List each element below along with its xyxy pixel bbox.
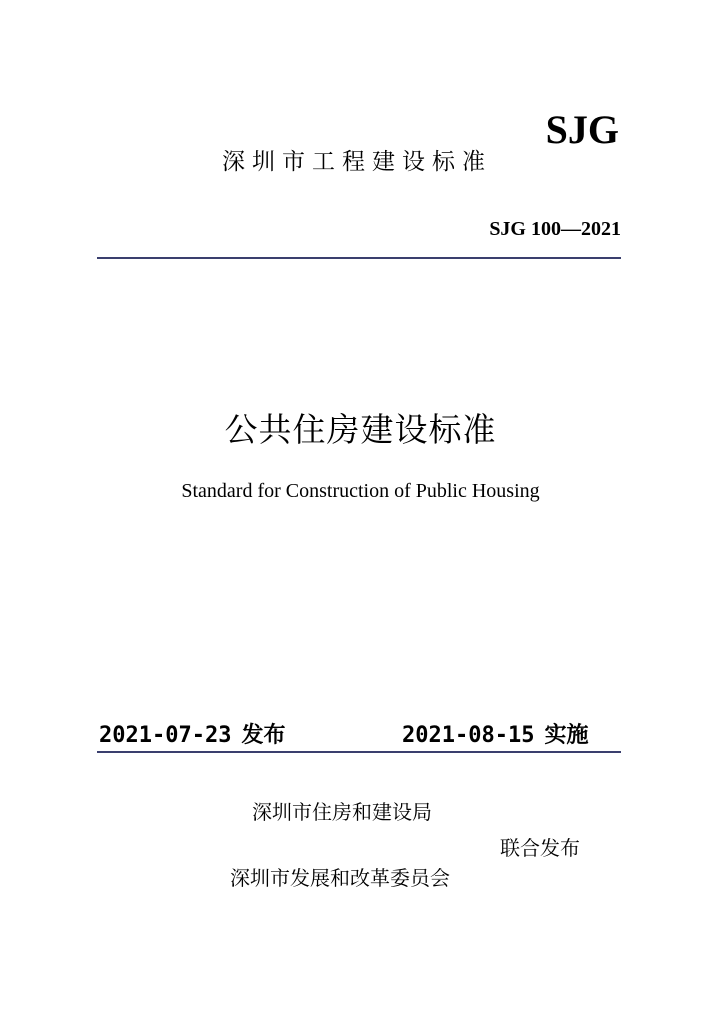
effective-label: 实施 <box>544 723 589 748</box>
english-title: Standard for Construction of Public Housing <box>181 480 540 502</box>
effective-date-block <box>402 718 588 749</box>
top-divider <box>97 257 621 259</box>
issue-date: 2021-07-23 <box>99 723 232 748</box>
publisher-housing-bureau: 深圳市住房和建设局 <box>252 800 432 824</box>
standard-number: SJG 100—2021 <box>489 218 621 240</box>
issue-date-block <box>99 718 285 749</box>
chinese-title: 公共住房建设标准 <box>224 410 497 449</box>
sjg-code-mark: SJG <box>545 107 619 152</box>
joint-publish-label: 联合发布 <box>500 836 580 860</box>
publisher-development-commission: 深圳市发展和改革委员会 <box>230 866 450 890</box>
issue-label: 发布 <box>241 723 286 748</box>
effective-date: 2021-08-15 <box>402 723 535 748</box>
bottom-divider <box>97 751 621 753</box>
standard-series-name: 深圳市工程建设标准 <box>222 149 492 175</box>
